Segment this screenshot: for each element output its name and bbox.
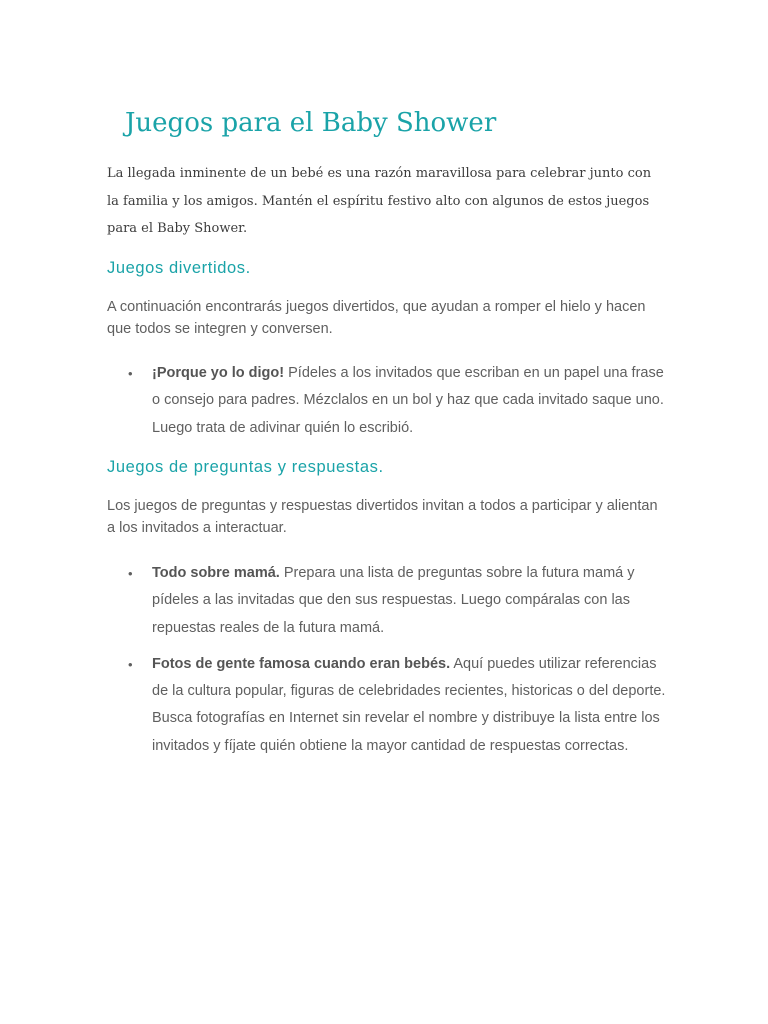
list-item-text: Prepara una lista de preguntas sobre la futura mamá y pídeles a las invitadas que den sus respuestas. Luego compáralas con las repuestas reales de la futura mamá.: [152, 565, 635, 636]
list-item: [107, 651, 667, 760]
list-item-text: Aquí puedes utilizar referencias de la cultura popular, figuras de celebridades recientes, historicas o del deporte. Busca fotografías en Internet sin revelar el nombre y distribuye la lista entre los invitados y fíjate quién obtiene la mayor cantidad de respuestas correctas.: [152, 655, 666, 754]
list-item: [107, 360, 667, 442]
quiz-games-list: [107, 560, 667, 760]
fun-games-list: [107, 360, 667, 442]
bullet-icon: •: [128, 566, 133, 581]
list-item: [107, 560, 667, 642]
intro-paragraph: La llegada inminente de un bebé es una razón maravillosa para celebrar junto con la familia y los amigos. Mantén el espíritu festivo alto con algunos de estos juegos para el Baby Shower.: [107, 166, 652, 236]
list-item-title: Todo sobre mamá.: [152, 565, 280, 581]
document-title: Juegos para el Baby Shower: [125, 108, 497, 138]
list-item-title: ¡Porque yo lo digo!: [152, 365, 285, 381]
section-heading-fun-games: Juegos divertidos.: [107, 259, 251, 277]
list-item-text: Pídeles a los invitados que escriban en un papel una frase o consejo para padres. Mézclalos en un bol y haz que cada invitado saque uno. Luego trata de adivinar quién lo escribió.: [152, 365, 664, 436]
bullet-icon: •: [128, 366, 133, 381]
bullet-icon: •: [128, 656, 133, 672]
section-paragraph-quiz-games: Los juegos de preguntas y respuestas divertidos invitan a todos a participar y alientan a los invitados a interactuar.: [107, 498, 658, 536]
section-heading-quiz-games: Juegos de preguntas y respuestas.: [107, 458, 384, 476]
section-paragraph-fun-games: A continuación encontrarás juegos divertidos, que ayudan a romper el hielo y hacen que todos se integren y conversen.: [107, 299, 646, 337]
list-item-title: Fotos de gente famosa cuando eran bebés.: [152, 655, 451, 672]
